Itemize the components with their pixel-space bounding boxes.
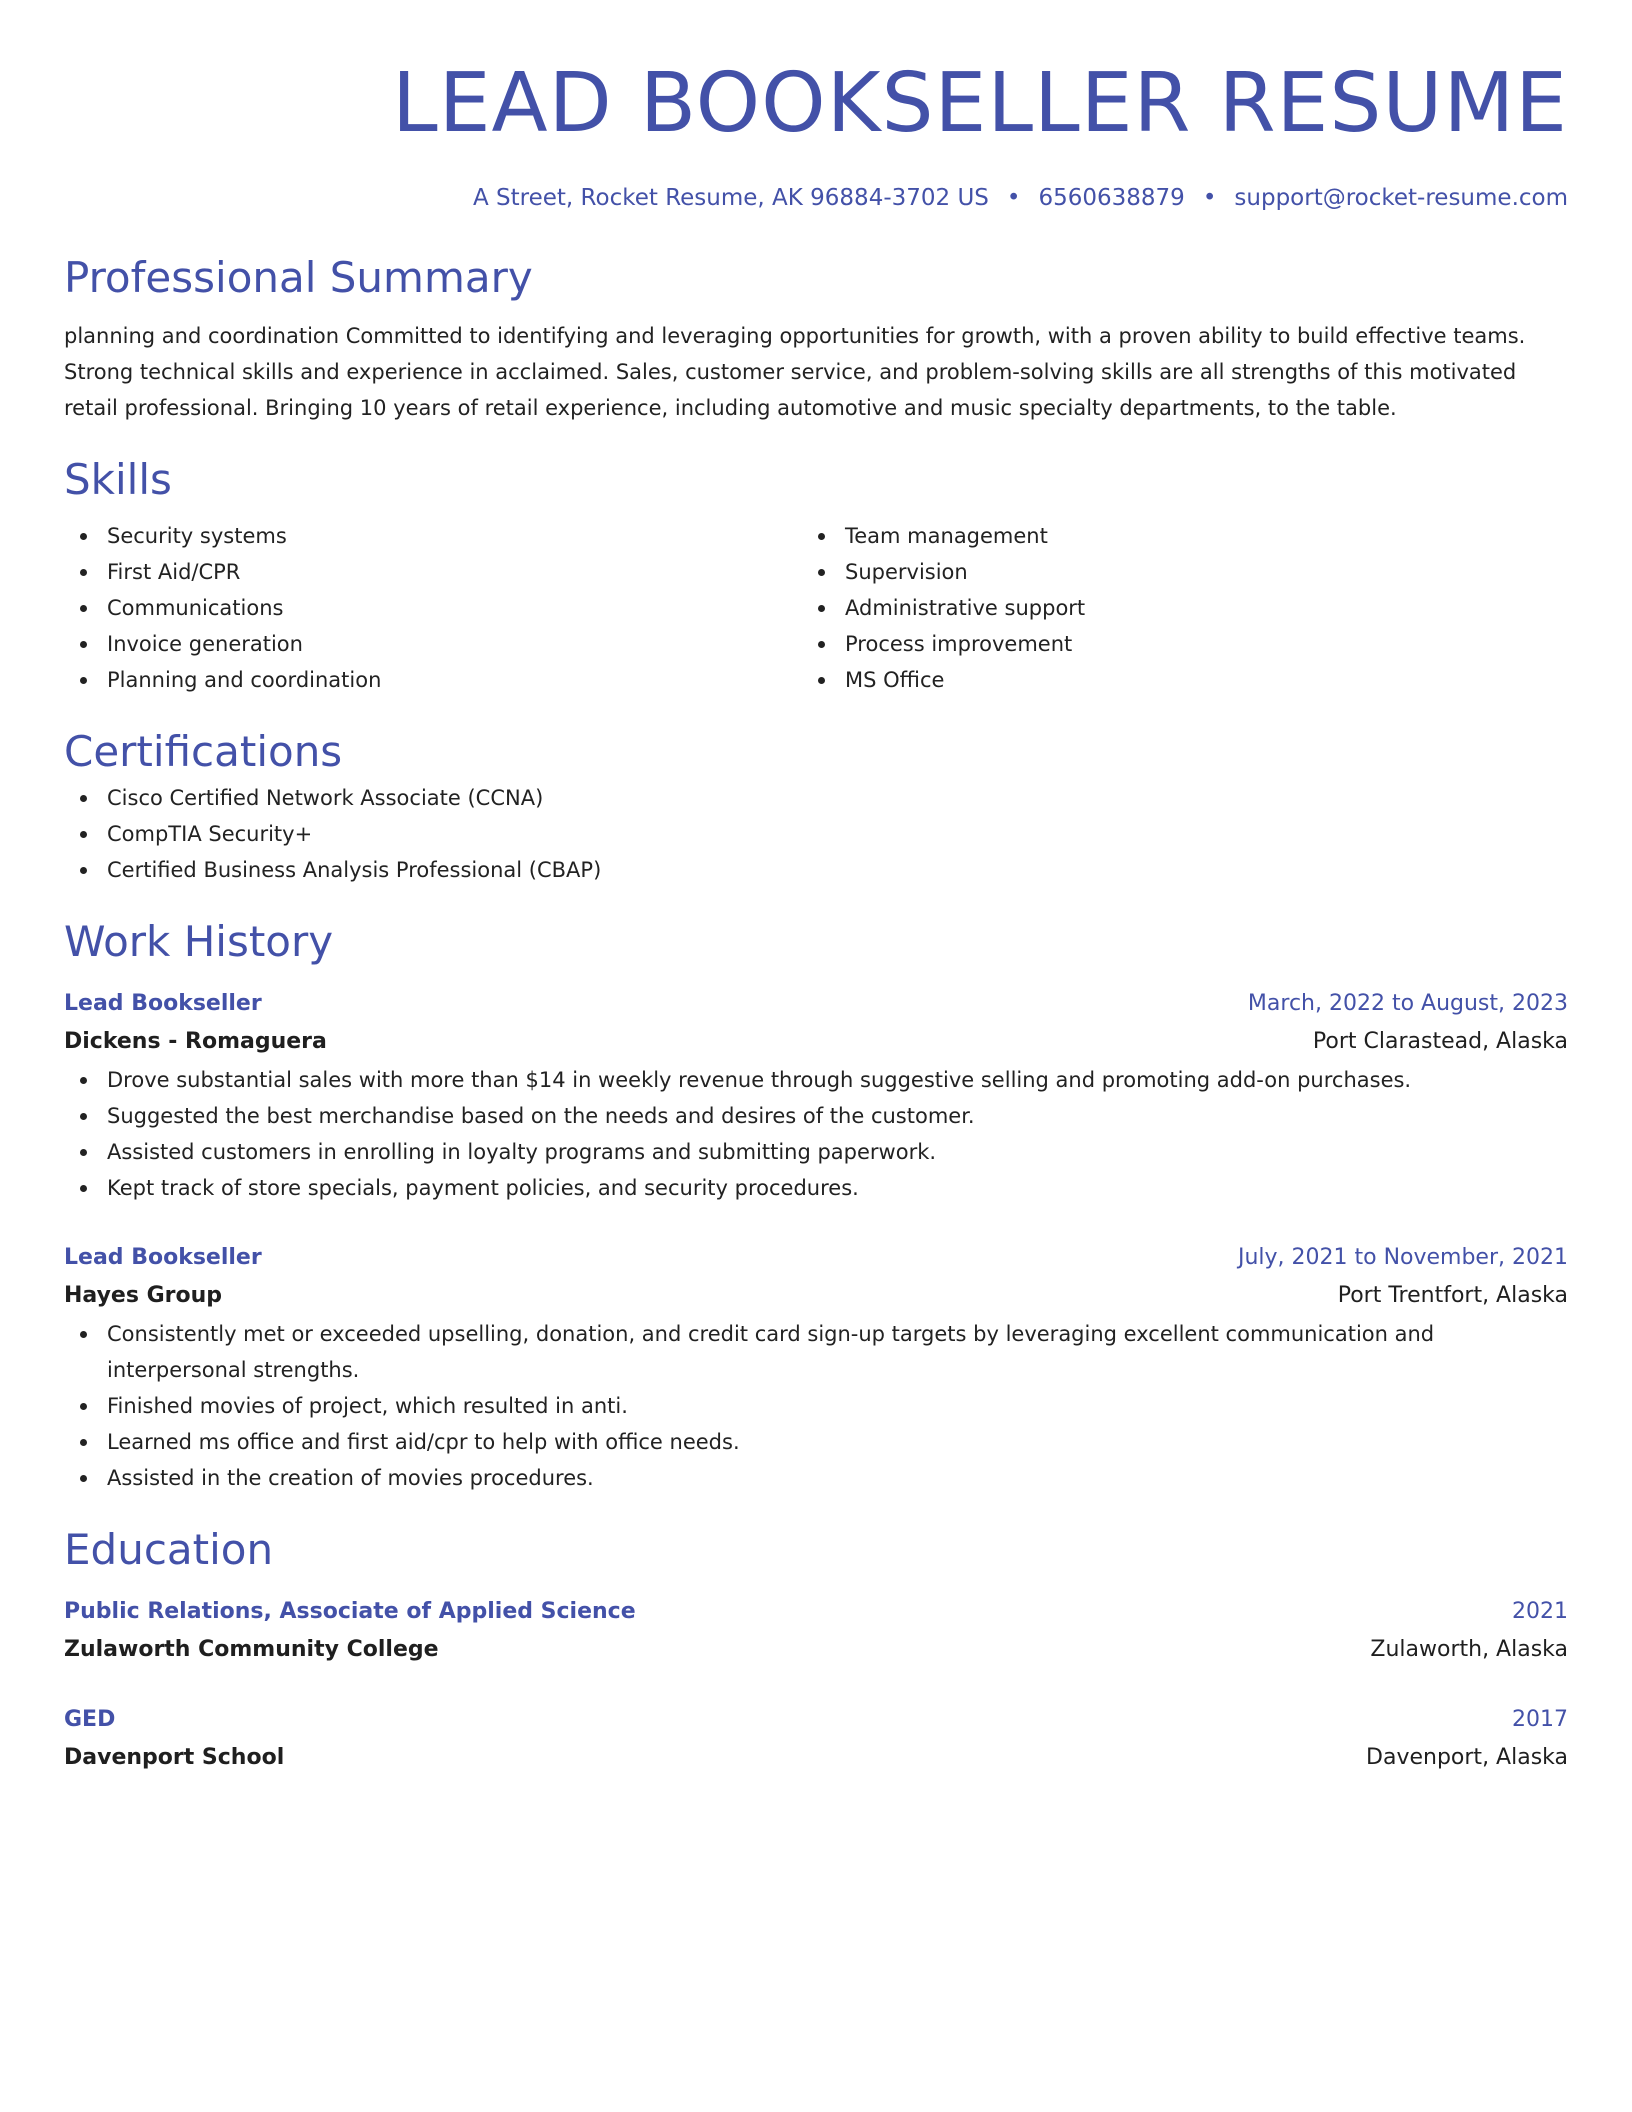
job-entry	[64, 1240, 1568, 1496]
job-bullet-item	[64, 1388, 1568, 1424]
skill-text: Team management	[845, 524, 1048, 548]
skill-item	[64, 626, 802, 662]
certification-text: Cisco Certified Network Associate (CCNA)	[107, 786, 544, 810]
skill-item	[64, 518, 802, 554]
job-bullets	[64, 1062, 1568, 1206]
skills-column-right	[802, 518, 1540, 698]
skill-text: MS Office	[845, 668, 945, 692]
job-header-row	[64, 986, 1568, 1022]
skill-item	[64, 590, 802, 626]
job-bullet-item	[64, 1424, 1568, 1460]
job-company-row	[64, 1022, 1568, 1062]
education-location: Davenport, Alaska	[1366, 1745, 1568, 1770]
education-location: Zulaworth, Alaska	[1370, 1637, 1568, 1662]
job-bullet-text: Suggested the best merchandise based on the needs and desires of the customer.	[107, 1104, 975, 1128]
bullet-icon	[80, 831, 87, 838]
job-bullet-text: Kept track of store specials, payment policies, and security procedures.	[107, 1176, 859, 1200]
bullet-icon	[818, 641, 825, 648]
bullet-icon	[80, 1331, 87, 1338]
resume-title: LEAD BOOKSELLER RESUME	[392, 56, 1568, 151]
job-title: Lead Bookseller	[64, 1245, 262, 1270]
job-bullet-text: Learned ms office and first aid/cpr to help with office needs.	[107, 1430, 740, 1454]
bullet-icon	[80, 1149, 87, 1156]
education-entry	[64, 1594, 1568, 1670]
bullet-icon	[80, 867, 87, 874]
bullet-icon	[818, 677, 825, 684]
education-degree: Public Relations, Associate of Applied Science	[64, 1599, 636, 1624]
skills-list-right	[802, 518, 1540, 698]
bullet-icon	[80, 1113, 87, 1120]
job-bullet-item	[64, 1098, 1568, 1134]
bullet-icon	[80, 533, 87, 540]
skill-text: Communications	[107, 596, 284, 620]
skills-heading: Skills	[64, 455, 172, 504]
bullet-icon	[80, 795, 87, 802]
skill-item	[64, 662, 802, 698]
job-bullet-item	[64, 1134, 1568, 1170]
job-location: Port Trentfort, Alaska	[1337, 1283, 1568, 1308]
education-year: 2021	[1512, 1599, 1568, 1624]
certification-text: Certified Business Analysis Professional (CBAP)	[107, 858, 602, 882]
job-bullet-item	[64, 1170, 1568, 1206]
bullet-icon	[80, 1185, 87, 1192]
job-dates: March, 2022 to August, 2023	[1247, 991, 1568, 1016]
bullet-icon	[818, 533, 825, 540]
bullet-icon	[80, 1475, 87, 1482]
bullet-icon	[818, 605, 825, 612]
job-header-row	[64, 1240, 1568, 1276]
bullet-icon	[80, 677, 87, 684]
contact-phone: 6560638879	[1038, 185, 1185, 211]
certification-item	[64, 816, 1568, 852]
certifications-list	[64, 780, 1568, 888]
education-school-row	[64, 1630, 1568, 1670]
skill-item	[802, 518, 1540, 554]
certification-item	[64, 780, 1568, 816]
education-school-row	[64, 1738, 1568, 1778]
work-history-heading: Work History	[64, 917, 334, 966]
contact-line	[64, 182, 1568, 214]
job-bullet-item	[64, 1062, 1568, 1098]
bullet-icon	[80, 1077, 87, 1084]
skill-item	[64, 554, 802, 590]
job-bullets	[64, 1316, 1568, 1496]
job-company: Dickens - Romaguera	[64, 1029, 327, 1054]
bullet-icon	[80, 605, 87, 612]
education-header-row	[64, 1594, 1568, 1630]
skill-text: Supervision	[845, 560, 968, 584]
education-entry	[64, 1702, 1568, 1778]
education-degree: GED	[64, 1707, 116, 1732]
skill-text: Administrative support	[845, 596, 1086, 620]
job-title: Lead Bookseller	[64, 991, 262, 1016]
bullet-icon	[80, 641, 87, 648]
contact-email[interactable]: support@rocket-resume.com	[1234, 185, 1568, 211]
skills-columns	[64, 518, 1568, 698]
skill-text: Process improvement	[845, 632, 1073, 656]
job-bullet-text: Drove substantial sales with more than $14 in weekly revenue through suggestive selling and promoting add-on purchases.	[107, 1068, 1412, 1092]
bullet-icon	[80, 1439, 87, 1446]
job-entry	[64, 986, 1568, 1206]
job-bullet-item	[64, 1316, 1568, 1388]
education-school: Zulaworth Community College	[64, 1637, 439, 1662]
contact-separator: •	[1202, 185, 1217, 211]
education-header-row	[64, 1702, 1568, 1738]
skill-text: Invoice generation	[107, 632, 303, 656]
skills-list-left	[64, 518, 802, 698]
contact-address: A Street, Rocket Resume, AK 96884-3702 US	[473, 185, 989, 211]
education-school: Davenport School	[64, 1745, 285, 1770]
job-company: Hayes Group	[64, 1283, 223, 1308]
skill-text: First Aid/CPR	[107, 560, 241, 584]
skill-item	[802, 662, 1540, 698]
job-company-row	[64, 1276, 1568, 1316]
skills-column-left	[64, 518, 802, 698]
skill-item	[802, 590, 1540, 626]
job-bullet-text: Consistently met or exceeded upselling, donation, and credit card sign-up targets by leveraging excellent communication and interpersonal strengths.	[107, 1322, 1435, 1382]
certification-item	[64, 852, 1568, 888]
skill-text: Security systems	[107, 524, 287, 548]
job-bullet-text: Assisted customers in enrolling in loyalty programs and submitting paperwork.	[107, 1140, 937, 1164]
certification-text: CompTIA Security+	[107, 822, 313, 846]
skill-item	[802, 626, 1540, 662]
skill-item	[802, 554, 1540, 590]
job-bullet-item	[64, 1460, 1568, 1496]
bullet-icon	[80, 569, 87, 576]
job-dates: July, 2021 to November, 2021	[1237, 1245, 1568, 1270]
certifications-heading: Certifications	[64, 727, 343, 776]
bullet-icon	[80, 1403, 87, 1410]
contact-separator: •	[1006, 185, 1021, 211]
bullet-icon	[818, 569, 825, 576]
skill-text: Planning and coordination	[107, 668, 382, 692]
resume-header	[64, 48, 1568, 214]
job-bullet-text: Assisted in the creation of movies procedures.	[107, 1466, 594, 1490]
education-year: 2017	[1512, 1707, 1568, 1732]
summary-heading: Professional Summary	[64, 253, 533, 302]
job-bullet-text: Finished movies of project, which resulted in anti.	[107, 1394, 628, 1418]
job-location: Port Clarastead, Alaska	[1312, 1029, 1568, 1054]
education-heading: Education	[64, 1525, 274, 1574]
summary-text: planning and coordination Committed to identifying and leveraging opportunities for growth, with a proven ability to build effective teams. Strong technical skills and experience in acclaimed. Sales, customer service, and problem-solving skills are all strengths of this motivated retail professional. Bringing 10 years of retail experience, including automotive and music specialty departments, to the table.	[64, 324, 1526, 420]
